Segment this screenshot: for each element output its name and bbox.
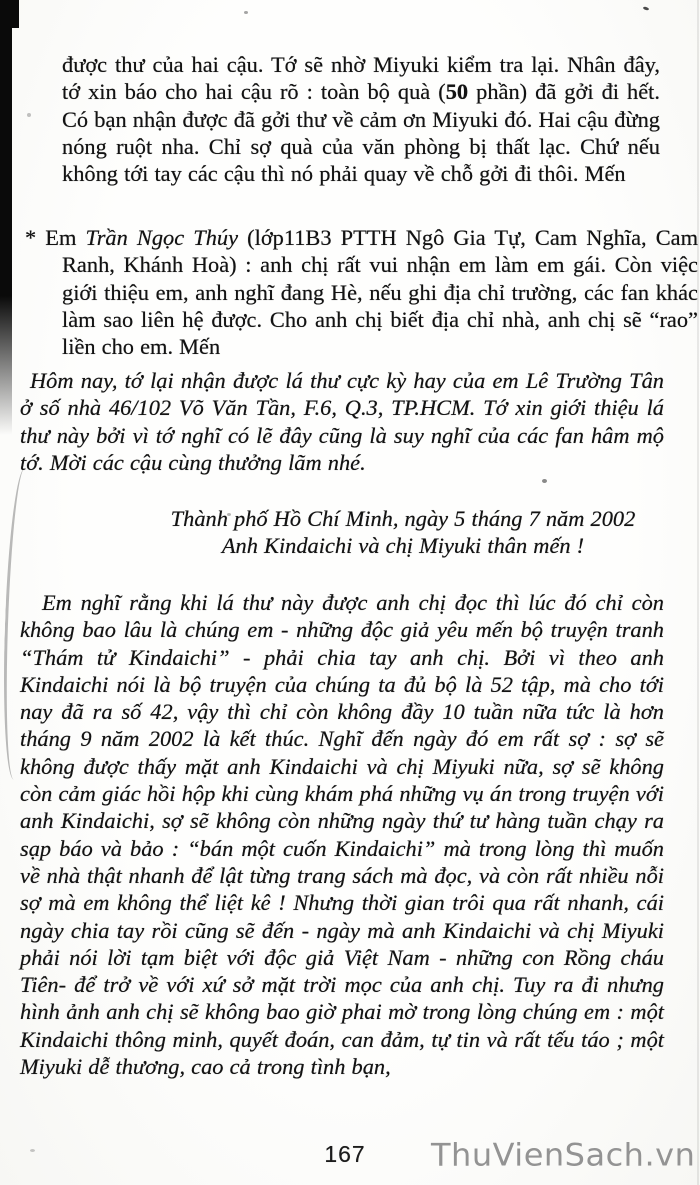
dust-speck <box>643 6 650 11</box>
body-paragraph-reply-gifts: được thư của hai cậu. Tớ sẽ nhờ Miyuki kiểm tra lại. Nhân đây, tớ xin báo cho hai cậu rõ : toàn bộ quà (50 phần) đã gởi đi hết. Có bạn nhận được đã gởi thư về cảm ơn Miyuki đó. Hai cậu đừng nóng ruột nha. Chỉ sợ quà của văn phòng bị thất lạc. Chứ nếu không tới tay các cậu thì nó phải quay về chỗ gởi đi thôi. Mến <box>62 52 660 187</box>
watermark-thuviensach: ThuVienSach.vn <box>431 1136 696 1174</box>
body-paragraph-reply-tran-ngoc-thuy: * Em Trần Ngọc Thúy (lớp11B3 PTTH Ngô Gia Tự, Cam Nghĩa, Cam Ranh, Khánh Hoà) : anh chị rất vui nhận em làm em gái. Còn việc giới thiệu em, anh nghĩ đang Hè, nếu ghi địa chỉ trường, các fan khác làm sao liên hệ được. Cho anh chị biết địa chỉ nhà, anh chị sẽ “rao” liền cho em. Mến <box>25 225 698 360</box>
page-number: 167 <box>324 1141 366 1167</box>
letter-dateline-block <box>146 505 660 560</box>
scan-right-edge-line <box>697 0 699 1185</box>
letter-place-date: Thành phố Hồ Chí Minh, ngày 5 tháng 7 năm 2002 <box>170 506 636 531</box>
dust-speck <box>542 479 547 483</box>
dust-speck <box>244 11 248 14</box>
letter-salutation: Anh Kindaichi và chị Miyuki thân mến ! <box>221 533 585 559</box>
body-paragraph-letter-intro: Hôm nay, tớ lại nhận được lá thư cực kỳ hay của em Lê Trường Tân ở số nhà 46/102 Võ Văn Tần, F.6, Q.3, TP.HCM. Tớ xin giới thiệu lá thư này bởi vì tớ nghĩ có lẽ đây cũng là suy nghĩ của các fan hâm mộ tớ. Mời các cậu cùng thưởng lãm nhé. <box>20 368 664 475</box>
body-paragraph-fan-letter: Em nghĩ rằng khi lá thư này được anh chị đọc thì lúc đó chỉ còn không bao lâu là chúng em - những độc giả yêu mến bộ truyện tranh “Thám tử Kindaichi” - phải chia tay anh chị. Bởi vì theo anh Kindaichi nói là bộ truyện của chúng ta đủ bộ là 52 tập, mà cho tới nay đã ra số 42, vậy thì chỉ còn không đầy 10 tuần nữa tức là hơn tháng 9 năm 2002 là kết thúc. Nghĩ đến ngày đó em rất sợ : sợ sẽ không được thấy mặt anh Kindaichi và chị Miyuki nữa, sợ sẽ không còn cảm giác hồi hộp khi cùng khám phá những vụ án trong truyện với anh Kindaichi, sợ sẽ không còn những ngày thứ tư hàng tuần chạy ra sạp báo và bảo : “bán một cuốn Kindaichi” mà trong lòng thì muốn về nhà thật nhanh để lật từng trang sách mà đọc, và còn rất nhiều nỗi sợ mà em không thể liệt kê ! Nhưng thời gian trôi qua rất nhanh, cái ngày chia tay rồi cũng sẽ đến - ngày mà anh Kindaichi và chị Miyuki phải nói lời tạm biệt với độc giả Việt Nam - những con Rồng cháu Tiên- để trở về với xứ sở mặt trời mọc của anh chị. Tuy ra đi nhưng hình ảnh anh chị sẽ không bao giờ phai mờ trong lòng chúng em : một Kindaichi thông minh, quyết đoán, can đảm, tự tin và rất tếu táo ; một Miyuki dễ thương, cao cả trong tình bạn, <box>20 590 664 1080</box>
scan-left-edge-bar <box>0 0 12 435</box>
dust-speck <box>27 113 31 117</box>
